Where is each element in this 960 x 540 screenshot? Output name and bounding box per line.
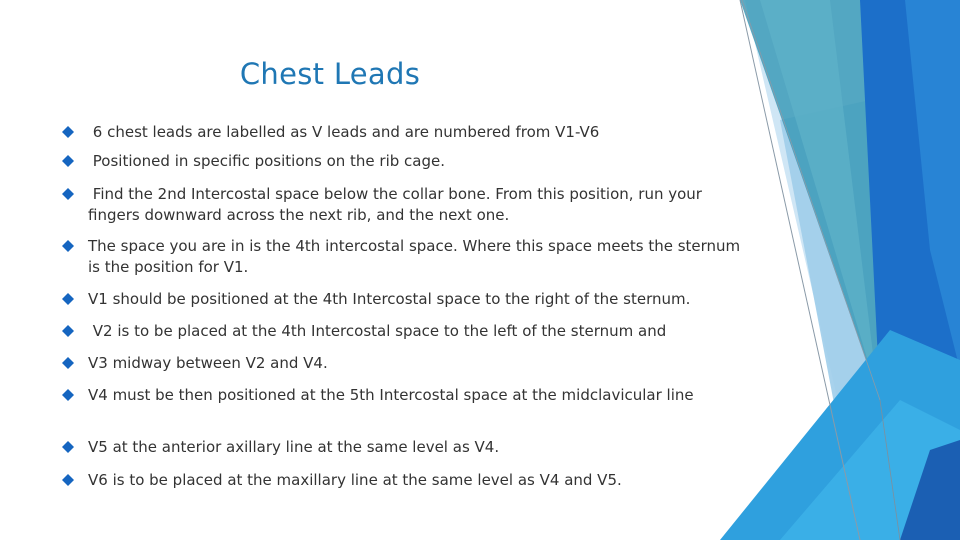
bullet-item [62, 184, 752, 226]
diamond-bullet-icon [62, 289, 88, 309]
bullet-item [62, 236, 752, 278]
bullet-text: The space you are in is the 4th intercostal space. Where this space meets the sternum is the position for V1. [88, 237, 745, 276]
bullet-item [62, 122, 752, 143]
bullet-text: V2 is to be placed at the 4th Intercostal space to the left of the sternum and [88, 322, 667, 340]
bullet-item [62, 385, 752, 406]
diamond-bullet-icon [62, 321, 88, 341]
bullet-item [62, 470, 752, 491]
bullet-text: 6 chest leads are labelled as V leads and are numbered from V1-V6 [88, 123, 600, 141]
diamond-bullet-icon [62, 236, 88, 256]
bullet-item [62, 151, 752, 172]
bullet-text: V3 midway between V2 and V4. [88, 354, 328, 372]
diamond-bullet-icon [62, 122, 88, 142]
bullet-item [62, 353, 752, 374]
diamond-bullet-icon [62, 184, 88, 204]
slide-title: Chest Leads [239, 57, 421, 91]
bullet-text: V5 at the anterior axillary line at the same level as V4. [88, 438, 500, 456]
bullet-item [62, 321, 752, 342]
bullet-item [62, 289, 752, 310]
diamond-bullet-icon [62, 385, 88, 405]
bullet-text: V1 should be positioned at the 4th Intercostal space to the right of the sternum. [88, 290, 691, 308]
diamond-bullet-icon [62, 151, 88, 171]
bullet-text: Find the 2nd Intercostal space below the collar bone. From this position, run your fingers downward across the next rib, and the next one. [88, 185, 707, 224]
bullet-text: V6 is to be placed at the maxillary line at the same level as V4 and V5. [88, 471, 622, 489]
diamond-bullet-icon [62, 437, 88, 457]
bullet-item [62, 437, 752, 458]
bullet-text: V4 must be then positioned at the 5th Intercostal space at the midclavicular line [88, 386, 694, 404]
bullet-text: Positioned in specific positions on the rib cage. [88, 152, 446, 170]
diamond-bullet-icon [62, 353, 88, 373]
diamond-bullet-icon [62, 470, 88, 490]
